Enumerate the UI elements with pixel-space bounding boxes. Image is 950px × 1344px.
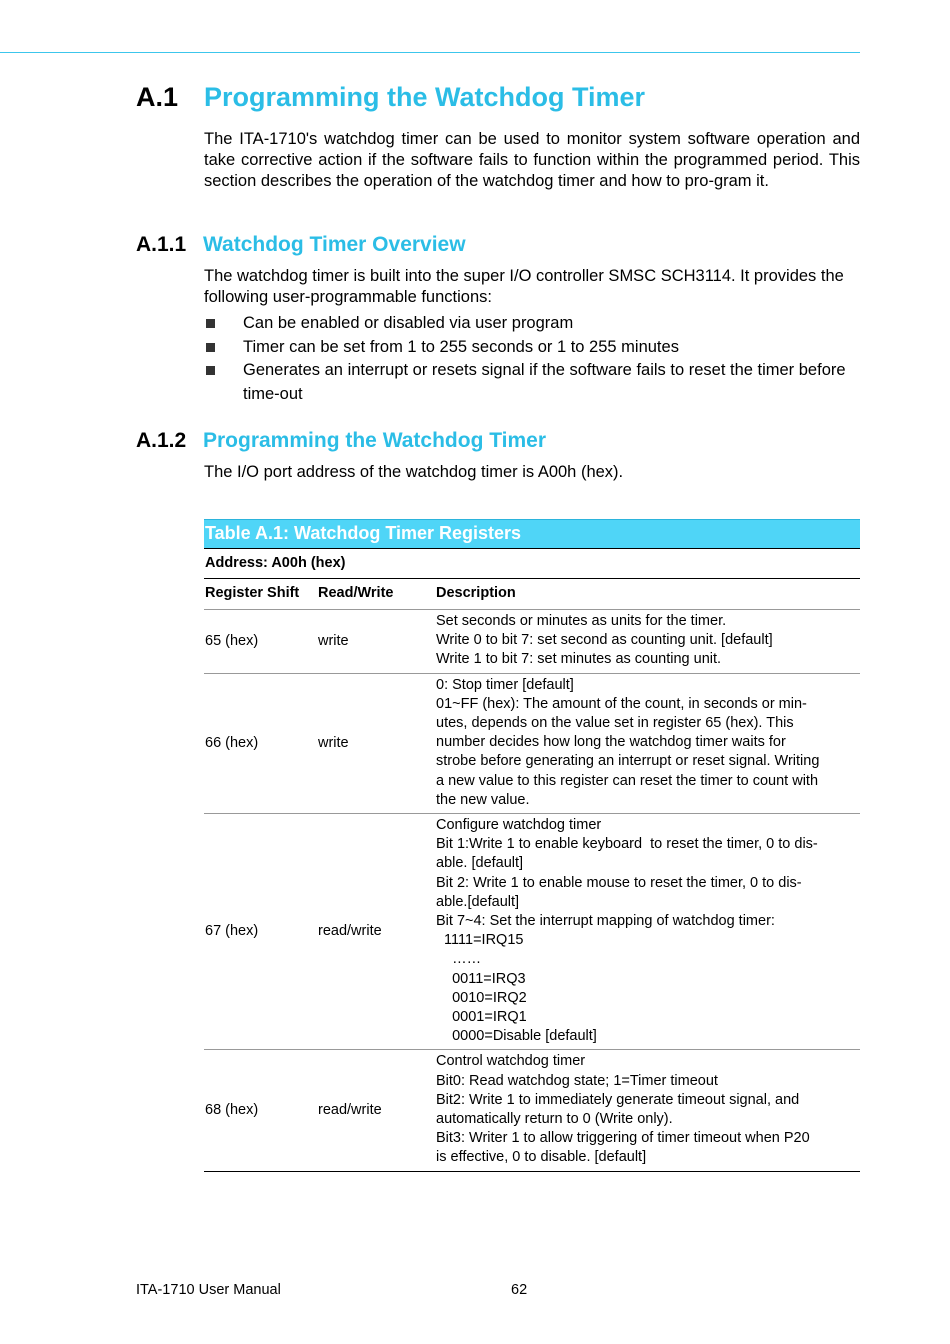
- register-shift-cell: 68 (hex): [204, 1050, 317, 1171]
- description-cell: [435, 610, 860, 674]
- description-line: able.[default]: [436, 893, 520, 910]
- table-row: [204, 1050, 860, 1171]
- list-item: [204, 359, 860, 406]
- description-line: is effective, 0 to disable. [default]: [436, 1149, 647, 1166]
- footer-page-number: 62: [511, 1282, 528, 1298]
- description-line: Control watchdog timer: [436, 1053, 586, 1070]
- description-line: a new value to this register can reset the timer to count with: [436, 772, 819, 789]
- section-number: A.1: [136, 82, 179, 112]
- list-item-text: Can be enabled or disabled via user program: [243, 314, 574, 332]
- intro-paragraph: The ITA-1710's watchdog timer can be used to monitor system software operation and take corrective action if the software fails to function within the programmed period. This section describes the operation of the watchdog timer and how to pro-gram it.: [204, 130, 860, 190]
- table-row: [204, 610, 860, 674]
- description-line: ……: [436, 951, 482, 968]
- description-line: utes, depends on the value set in register 65 (hex). This: [436, 715, 794, 732]
- description-line: Bit2: Write 1 to immediately generate timeout signal, and: [436, 1091, 800, 1108]
- square-bullet-icon: [206, 343, 215, 352]
- programming-paragraph: The I/O port address of the watchdog timer is A00h (hex).: [204, 463, 624, 481]
- list-item-text: Generates an interrupt or resets signal if the software fails to reset the timer before time-out: [243, 361, 846, 403]
- description-cell: [435, 814, 860, 1050]
- overview-number: A.1.1: [136, 233, 187, 256]
- description-line: Bit 1:Write 1 to enable keyboard to reset the timer, 0 to dis-: [436, 836, 818, 853]
- description-line: Bit 2: Write 1 to enable mouse to reset the timer, 0 to dis-: [436, 874, 802, 891]
- description-line: Set seconds or minutes as units for the timer.: [436, 613, 727, 629]
- read-write-cell: read/write: [317, 1050, 435, 1171]
- programming-title: Programming the Watchdog Timer: [203, 429, 547, 452]
- column-header-shift: Register Shift: [204, 579, 317, 610]
- table-row: [204, 673, 860, 813]
- overview-paragraph: The watchdog timer is built into the super I/O controller SMSC SCH3114. It provides the following user-programmable functions:: [204, 267, 844, 306]
- table-row: [204, 814, 860, 1050]
- description-line: 0011=IRQ3: [436, 970, 526, 987]
- square-bullet-icon: [206, 319, 215, 328]
- read-write-cell: write: [317, 673, 435, 813]
- table-caption-row: [204, 520, 860, 549]
- description-line: 01~FF (hex): The amount of the count, in seconds or min-: [436, 695, 807, 712]
- header-rule: [0, 52, 860, 53]
- description-cell: [435, 673, 860, 813]
- programming-heading: [136, 429, 546, 453]
- description-line: Write 1 to bit 7: set minutes as counting unit.: [436, 651, 722, 668]
- square-bullet-icon: [206, 366, 215, 375]
- feature-list: [204, 312, 860, 406]
- overview-title: Watchdog Timer Overview: [203, 233, 466, 256]
- description-line: 0000=Disable [default]: [436, 1028, 597, 1045]
- read-write-cell: write: [317, 610, 435, 674]
- description-line: 1111=IRQ15: [436, 932, 524, 949]
- description-line: the new value.: [436, 791, 530, 808]
- description-line: able. [default]: [436, 855, 524, 872]
- description-line: 0001=IRQ1: [436, 1009, 527, 1026]
- watchdog-register-table: [204, 519, 860, 1172]
- description-line: automatically return to 0 (Write only).: [436, 1111, 673, 1128]
- description-line: 0: Stop timer [default]: [436, 676, 574, 693]
- description-cell: [435, 1050, 860, 1171]
- description-line: strobe before generating an interrupt or reset signal. Writing: [436, 753, 820, 770]
- column-header-rw: Read/Write: [317, 579, 435, 610]
- table-address: Address: A00h (hex): [204, 549, 860, 579]
- read-write-cell: read/write: [317, 814, 435, 1050]
- overview-heading: [136, 233, 466, 257]
- list-item-text: Timer can be set from 1 to 255 seconds or 1 to 255 minutes: [243, 337, 679, 356]
- column-header-description: Description: [435, 579, 860, 610]
- register-shift-cell: 67 (hex): [204, 814, 317, 1050]
- programming-number: A.1.2: [136, 429, 187, 452]
- description-line: Bit0: Read watchdog state; 1=Timer timeout: [436, 1072, 718, 1089]
- description-line: number decides how long the watchdog timer waits for: [436, 734, 786, 751]
- description-line: Bit3: Writer 1 to allow triggering of timer timeout when P20: [436, 1130, 810, 1147]
- section-title: Programming the Watchdog Timer: [204, 82, 646, 112]
- description-line: Write 0 to bit 7: set second as counting unit. [default]: [436, 632, 773, 649]
- description-line: Configure watchdog timer: [436, 817, 602, 834]
- register-shift-cell: 65 (hex): [204, 610, 317, 674]
- list-item: [204, 312, 860, 336]
- table-header-row: [204, 579, 860, 610]
- register-shift-cell: 66 (hex): [204, 673, 317, 813]
- table-caption: Table A.1: Watchdog Timer Registers: [204, 520, 860, 549]
- description-line: 0010=IRQ2: [436, 989, 527, 1006]
- footer-manual-title: ITA-1710 User Manual: [136, 1282, 281, 1298]
- table-address-row: [204, 549, 860, 579]
- list-item: [204, 336, 860, 360]
- description-line: Bit 7~4: Set the interrupt mapping of watchdog timer:: [436, 913, 775, 930]
- section-heading: [136, 82, 645, 113]
